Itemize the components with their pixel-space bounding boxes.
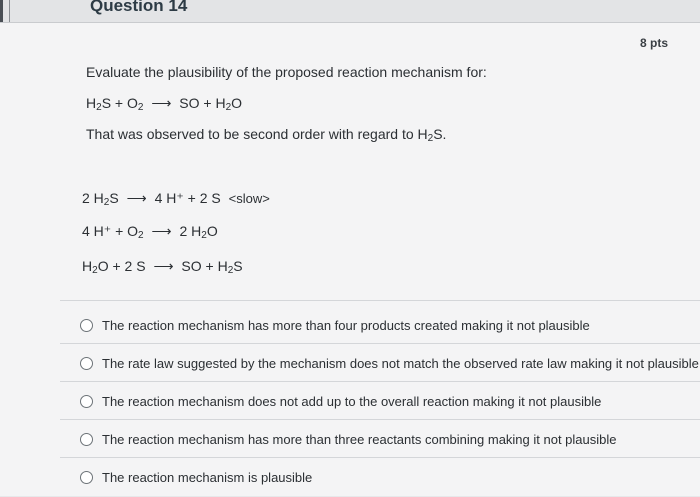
step3-rhs-sub: 2 bbox=[227, 265, 234, 276]
order-sub: 2 bbox=[427, 133, 434, 144]
answer-divider bbox=[60, 457, 700, 458]
step1-slow-note: <slow> bbox=[228, 191, 270, 206]
radio-icon[interactable] bbox=[80, 433, 93, 446]
reaction-arrow: ⟶ bbox=[151, 95, 172, 111]
header-corner bbox=[0, 0, 10, 22]
mechanism-step-2 bbox=[82, 223, 218, 241]
overall-reactant-tail: S + O bbox=[101, 95, 138, 111]
step2-lhs: 4 H⁺ + O bbox=[82, 223, 139, 239]
step2-lhs-sub: 2 bbox=[138, 230, 144, 241]
step3-lhs-sub: 2 bbox=[92, 265, 98, 276]
answer-divider bbox=[60, 343, 700, 344]
overall-reactant-h: H bbox=[86, 95, 97, 111]
answer-option-4[interactable] bbox=[80, 421, 700, 457]
radio-icon[interactable] bbox=[80, 395, 93, 408]
step1-rhs: 4 H⁺ + 2 S bbox=[154, 190, 221, 206]
order-statement-tail: S. bbox=[433, 126, 447, 142]
overall-sub-3: 2 bbox=[225, 102, 232, 113]
step3-rhs: SO + H bbox=[181, 258, 228, 274]
step3-arrow: ⟶ bbox=[153, 258, 174, 274]
answer-label-4: The reaction mechanism has more than three reactants combining making it not plausible bbox=[102, 431, 617, 447]
question-header bbox=[0, 0, 700, 23]
answer-label-2: The rate law suggested by the mechanism does not match the observed rate law making it not plausible bbox=[102, 355, 699, 371]
step3-lhs-tail: O + 2 S bbox=[97, 258, 146, 274]
question-prompt: Evaluate the plausibility of the proposed reaction mechanism for: bbox=[86, 64, 487, 80]
answer-list bbox=[60, 300, 700, 497]
step1-arrow: ⟶ bbox=[126, 190, 147, 206]
radio-icon[interactable] bbox=[80, 319, 93, 332]
step3-lhs: H bbox=[82, 258, 93, 274]
answer-label-3: The reaction mechanism does not add up to the overall reaction making it not plausible bbox=[102, 393, 602, 409]
overall-reaction bbox=[86, 95, 242, 113]
answer-option-2[interactable] bbox=[80, 345, 700, 381]
radio-icon[interactable] bbox=[80, 357, 93, 370]
step2-rhs: 2 H bbox=[179, 223, 202, 239]
question-title: Question 14 bbox=[90, 0, 188, 15]
order-statement bbox=[86, 126, 446, 144]
answer-option-1[interactable] bbox=[80, 307, 700, 343]
step3-rhs-tail: S bbox=[233, 258, 243, 274]
mechanism-step-3 bbox=[82, 258, 243, 276]
step2-arrow: ⟶ bbox=[151, 223, 172, 239]
radio-icon[interactable] bbox=[80, 471, 93, 484]
overall-sub-2: 2 bbox=[137, 102, 144, 113]
answer-label-5: The reaction mechanism is plausible bbox=[102, 469, 313, 485]
step1-lhs-tail: S bbox=[109, 190, 119, 206]
step2-rhs-sub: 2 bbox=[201, 230, 207, 241]
answer-divider bbox=[60, 419, 700, 420]
answer-option-5[interactable] bbox=[80, 459, 700, 495]
answer-option-3[interactable] bbox=[80, 383, 700, 419]
overall-products-tail: O bbox=[231, 95, 243, 111]
answer-divider bbox=[60, 381, 700, 382]
overall-products: SO + H bbox=[179, 95, 226, 111]
points-label: 8 pts bbox=[639, 36, 668, 50]
order-statement-text: That was observed to be second order with regard to H bbox=[86, 126, 428, 142]
step1-lhs: 2 H bbox=[82, 190, 104, 206]
step1-lhs-sub: 2 bbox=[103, 197, 110, 208]
answer-label-1: The reaction mechanism has more than four products created making it not plausible bbox=[102, 317, 590, 333]
overall-sub-1: 2 bbox=[96, 102, 102, 113]
mechanism-step-1 bbox=[82, 190, 270, 208]
step2-rhs-tail: O bbox=[206, 223, 218, 239]
